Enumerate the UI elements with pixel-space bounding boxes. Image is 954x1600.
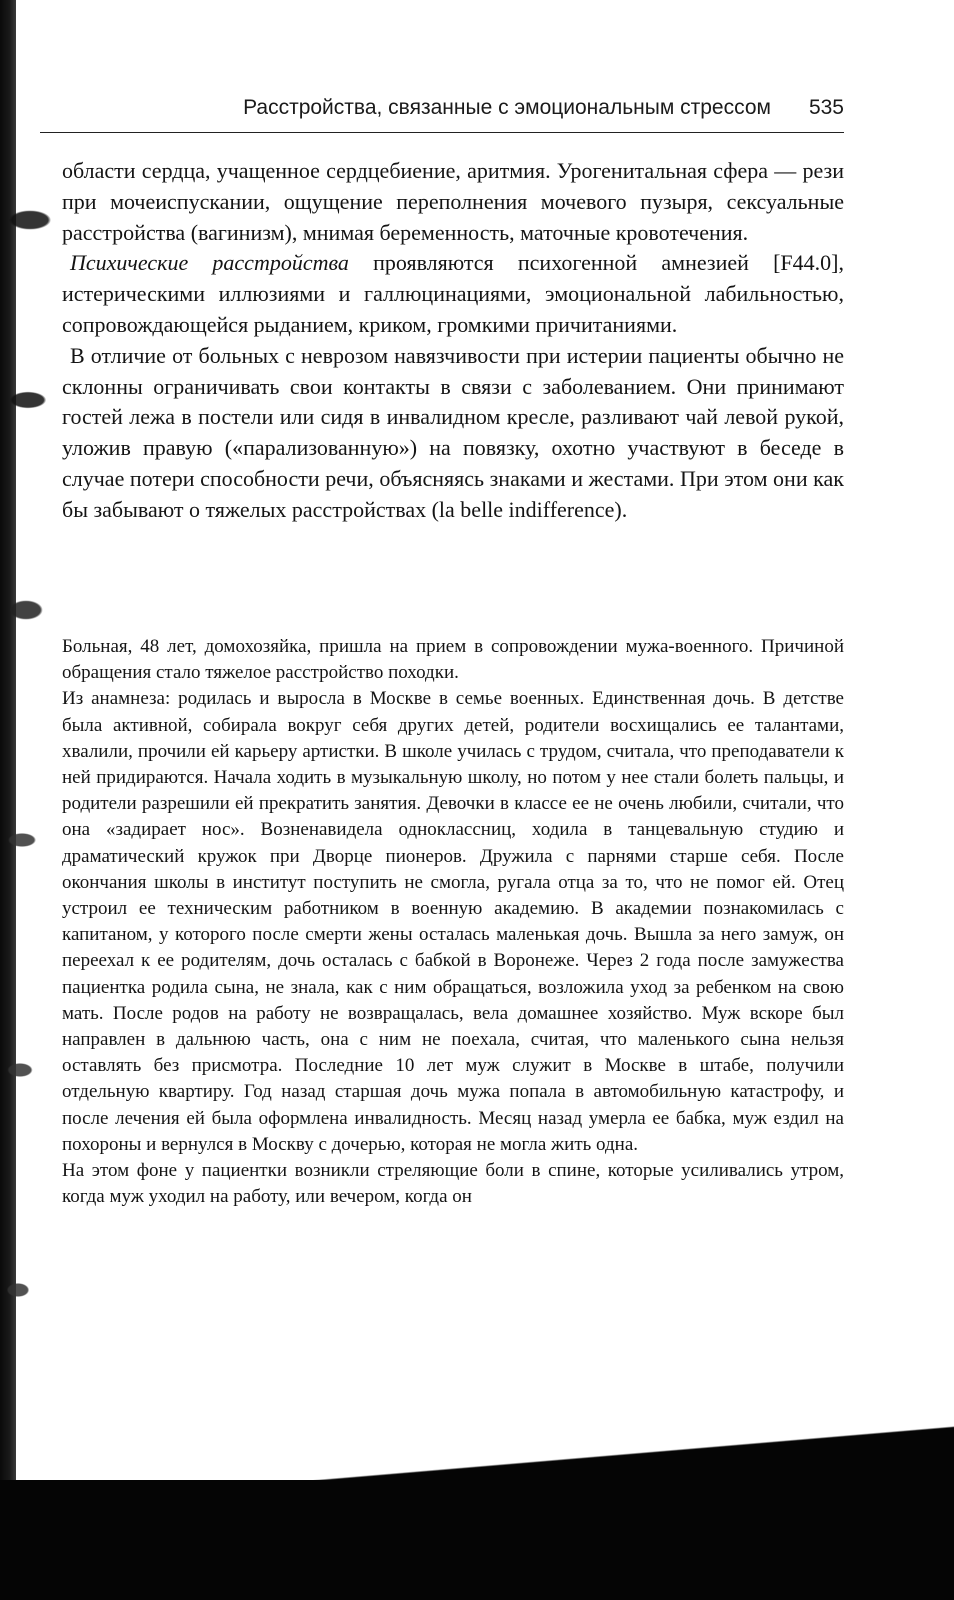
scan-bottom-edge [0,1480,954,1600]
paragraph-psychic-disorders-text: проявляются психогенной амнезией [F44.0], истерическими иллюзиями и галлюцинациями, эмоциональной лабильностью, сопровождающейся рыданием, криком, громкими причитаниями. [62,250,844,337]
main-text [62,156,844,526]
running-head [60,96,844,130]
case-study [62,634,844,1210]
header-rule [40,132,844,133]
scan-artifact [0,140,60,1480]
term-psychic-disorders: Психические расстройства [70,250,349,276]
running-head-title: Расстройства, связанные с эмоциональным стрессом [243,96,771,119]
paragraph-symptoms: области сердца, учащенное сердцебиение, аритмия. Урогенитальная сфера — рези при мочеиспускании, ощущение переполнения мочевого пузыря, сексуальные расстройства (вагинизм), мнимая беременность, маточные кровотечения. [62,158,844,245]
case-intro: Больная, 48 лет, домохозяйка, пришла на прием в сопровождении мужа-военного. Причиной обращения стало тяжелое расстройство походки. [62,636,844,684]
scan-bottom-shadow [0,1410,954,1490]
case-anamnesis: Из анамнеза: родилась и выросла в Москве в семье военных. Единственная дочь. В детстве была активной, собирала вокруг себя других детей, родители восхищались ее талантами, хвалили, прочили ей карьеру артистки. В школе училась с трудом, считала, что преподаватели к ней придираются. Начала ходить в музыкальную школу, но потом у нее стали болеть пальцы, и родители разрешили ей прекратить занятия. Девочки в классе ее не очень любили, считали, что она «задирает нос». Возненавидела одноклассниц, ходила в танцевальную студию и драматический кружок при Дворце пионеров. Дружила с парнями старше себя. После окончания школы в институт поступить не смогла, ругала отца за то, что не помог ей. Отец устроил ее техническим работником в военную академию. В академии познакомилась с капитаном, у которого после смерти жены осталась маленькая дочь. Вышла за него замуж, он переехал к ее родителям, дочь осталась с бабкой в Воронеже. Через 2 года после замужества пациентка родила сына, не знала, как с ним обращаться, возложила уход за ребенком на свою мать. После родов на работу не возвращалась, вела домашнее хозяйство. Муж вскоре был направлен в дальнюю часть, она с ним не поехала, считая, что маленького сына нельзя оставлять без присмотра. Последние 10 лет муж служит в Москве в штабе, получили отдельную квартиру. Год назад старшая дочь мужа попала в автомобильную катастрофу, и после лечения ей была оформлена инвалидность. Месяц назад умерла ее бабка, муж ездил на похороны и вернулся в Москву с дочерью, которая не могла жить одна. [62,688,844,1155]
page-number: 535 [808,96,844,119]
paragraph-psychic-disorders [62,248,844,340]
paragraph-hysteria-behavior: В отличие от больных с неврозом навязчивости при истерии пациенты обычно не склонны ограничивать свои контакты в связи с заболеванием. Они принимают гостей лежа в постели или сидя в инвалидном кресле, разливают чай левой рукой, уложив правую («парализованную») на повязку, охотно участвуют в беседе в случае потери способности речи, объясняясь знаками и жестами. При этом они как бы забывают о тяжелых расстройствах (la belle indifference). [62,342,844,522]
case-symptoms: На этом фоне у пациентки возникли стреляющие боли в спине, которые усиливались утром, когда муж уходил на работу, или вечером, когда он [62,1160,844,1208]
